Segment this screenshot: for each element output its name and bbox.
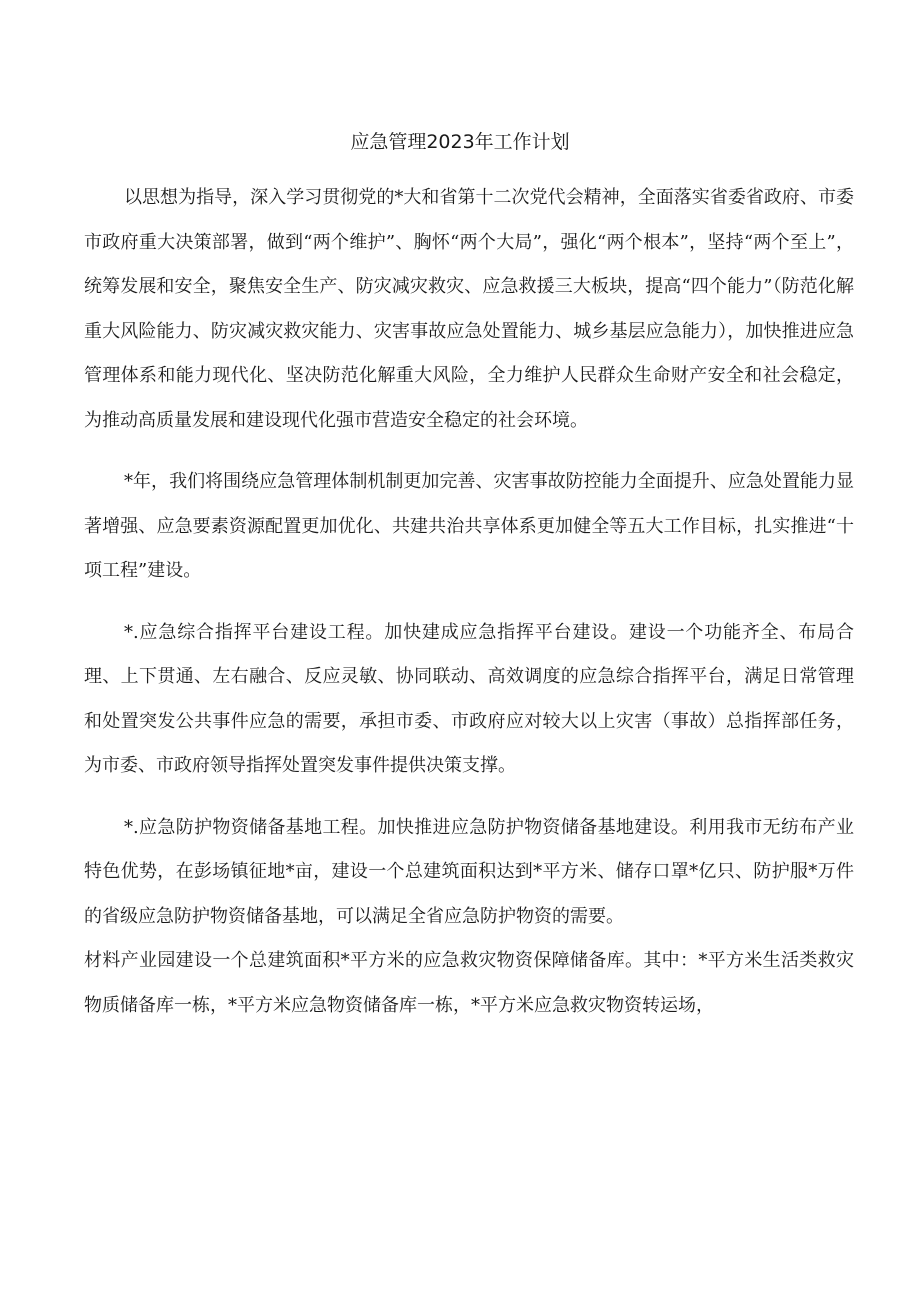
paragraph-guiding-thought: 以思想为指导，深入学习贯彻党的*大和省第十二次党代会精神，全面落实省委省政府、市委市政府重大决策部署，做到“两个维护”、胸怀“两个大局”，强化“两个根本”，坚持“两个至上”，统筹发展和安全，聚焦安全生产、防灾减灾救灾、应急救援三大板块，提高“四个能力”（防范化解重大风险能力、防灾减灾救灾能力、灾害事故应急处置能力、城乡基层应急能力），加快推进应急管理体系和能力现代化、坚决防范化解重大风险，全力维护人民群众生命财产安全和社会稳定，为推动高质量发展和建设现代化强市营造安全稳定的社会环境。 [84, 187, 854, 431]
document-body [84, 176, 854, 1045]
document-title: 应急管理2023年工作计划 [350, 131, 570, 153]
paragraph-continuation: 材料产业园建设一个总建筑面积*平方米的应急救灾物资保障储备库。其中：*平方米生活类救灾物质储备库一栋，*平方米应急物资储备库一栋，*平方米应急救灾物资转运场， [84, 950, 854, 1016]
paragraph-work-goals: *年，我们将围绕应急管理体制机制更加完善、灾害事故防控能力全面提升、应急处置能力显著增强、应急要素资源配置更加优化、共建共治共享体系更加健全等五大工作目标，扎实推进“十项工程”建设。 [84, 471, 854, 581]
paragraph-reserve-base: *.应急防护物资储备基地工程。加快推进应急防护物资储备基地建设。利用我市无纺布产业特色优势，在彭场镇征地*亩，建设一个总建筑面积达到*平方米、储存口罩*亿只、防护服*万件的省级应急防护物资储备基地，可以满足全省应急防护物资的需要。 [84, 816, 854, 927]
paragraph-command-platform: *.应急综合指挥平台建设工程。加快建成应急指挥平台建设。建设一个功能齐全、布局合理、上下贯通、左右融合、反应灵敏、协同联动、高效调度的应急综合指挥平台，满足日常管理和处置突发公共事件应急的需要，承担市委、市政府应对较大以上灾害（事故）总指挥部任务，为市委、市政府领导指挥处置突发事件提供决策支撑。 [84, 621, 854, 776]
